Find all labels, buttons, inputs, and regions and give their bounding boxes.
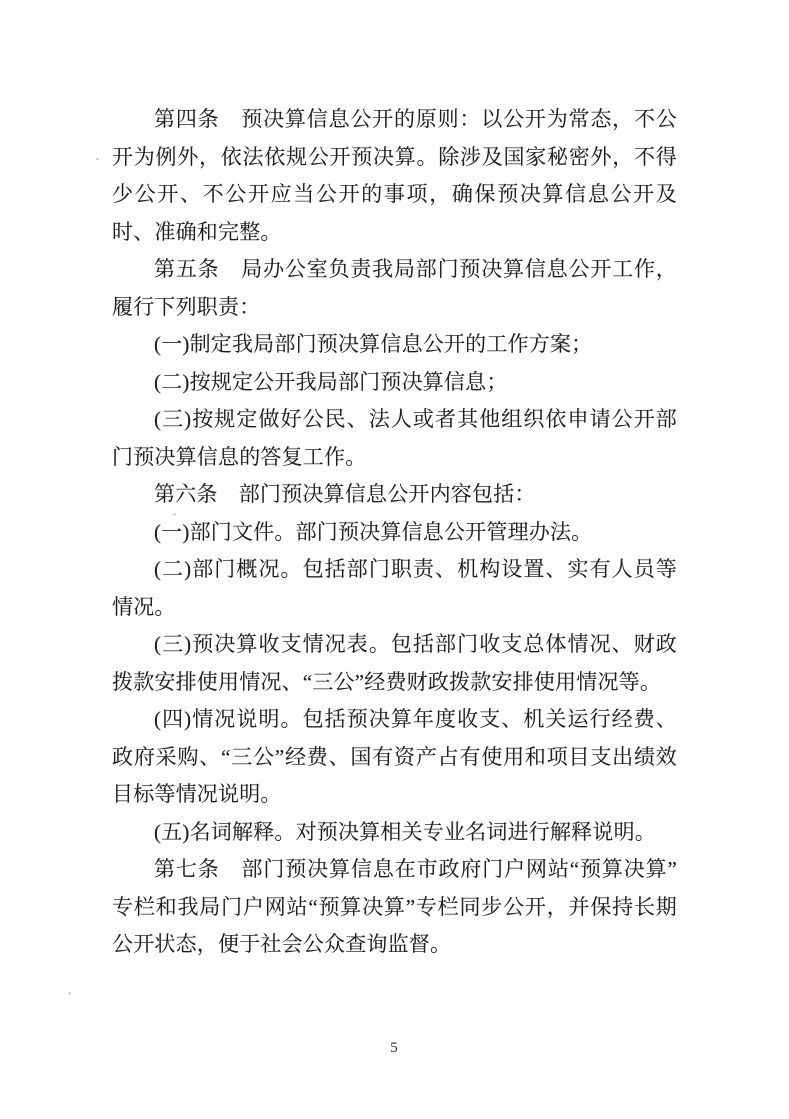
body-paragraph-article-6-item-5: (五)名词解释。对预决算相关专业名词进行解释说明。: [154, 819, 656, 844]
scan-speck: [173, 513, 176, 516]
body-paragraph-article-4: 第四条 预决算信息公开的原则：以公开为常态，不公开为例外，依法依规公开预决算。除涉及国家秘密外，不得少公开、不公开应当公开的事项，确保预决算信息公开及时、准确和完整。: [112, 107, 677, 244]
body-paragraph-article-5-item-2: (二)按规定公开我局部门预决算信息；: [154, 369, 508, 394]
scan-speck: [68, 992, 71, 995]
body-paragraph-article-5-item-3: (三)按规定做好公民、法人或者其他组织依申请公开部门预决算信息的答复工作。: [112, 407, 677, 469]
page-number: 5: [390, 1040, 399, 1056]
body-paragraph-article-5: 第五条 局办公室负责我局部门预决算信息公开工作，履行下列职责：: [112, 257, 677, 319]
scan-speck: [96, 158, 99, 160]
body-paragraph-article-6-item-2: (二)部门概况。包括部门职责、机构设置、实有人员等情况。: [112, 557, 677, 619]
body-paragraph-article-6-item-4: (四)情况说明。包括预决算年度收支、机关运行经费、政府采购、“三公”经费、国有资产占有使用和项目支出绩效目标等情况说明。: [112, 707, 677, 806]
body-paragraph-article-6: 第六条 部门预决算信息公开内容包括：: [154, 482, 536, 506]
body-paragraph-article-6-item-3: (三)预决算收支情况表。包括部门收支总体情况、财政拨款安排使用情况、“三公”经费财政拨款安排使用情况等。: [112, 632, 677, 694]
body-paragraph-article-5-item-1: (一)制定我局部门预决算信息公开的工作方案；: [154, 332, 593, 356]
document-body: [112, 101, 677, 964]
body-paragraph-article-6-item-1: (一)部门文件。部门预决算信息公开管理办法。: [154, 519, 593, 544]
body-paragraph-article-7: 第七条 部门预决算信息在市政府门户网站“预算决算”专栏和我局门户网站“预算决算”专栏同步公开，并保持长期公开状态，便于社会公众查询监督。: [112, 857, 677, 956]
